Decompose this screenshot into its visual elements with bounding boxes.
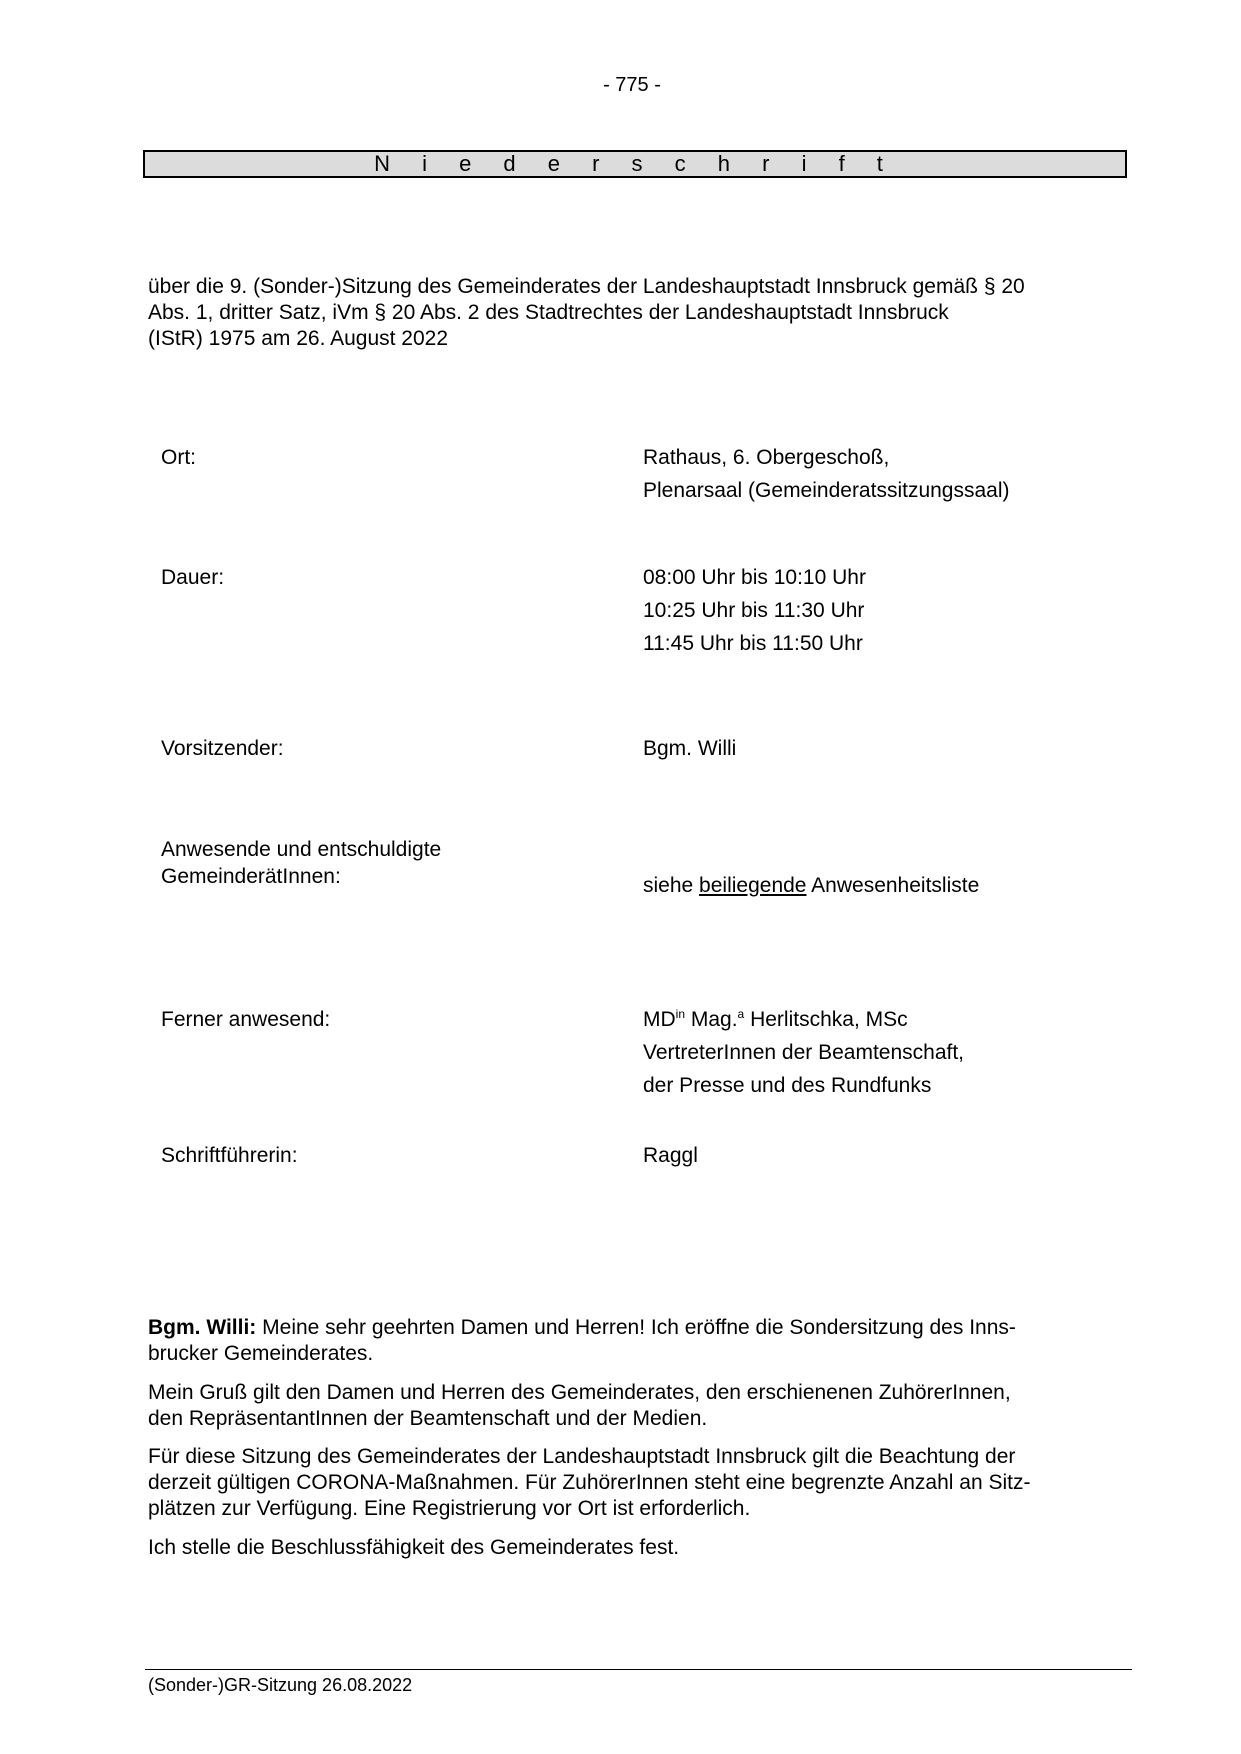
speaker-name: Bgm. Willi: bbox=[148, 1316, 257, 1339]
paragraph-text: Ich stelle die Beschlussfähigkeit des Gemeinderates fest. bbox=[148, 1536, 680, 1559]
vorsitzender-label: Vorsitzender: bbox=[161, 737, 284, 760]
ort-line: Plenarsaal (Gemeinderatssitzungssaal) bbox=[643, 479, 1010, 502]
ferner-label: Ferner anwesend: bbox=[161, 1008, 331, 1031]
intro-line: (IStR) 1975 am 26. August 2022 bbox=[148, 327, 449, 350]
dauer-line: 11:45 Uhr bis 11:50 Uhr bbox=[643, 632, 863, 655]
ort-line: Rathaus, 6. Obergeschoß, bbox=[643, 446, 890, 469]
body-paragraph bbox=[148, 1315, 1128, 1367]
anwesende-prefix: siehe bbox=[643, 874, 694, 897]
dauer-label: Dauer: bbox=[161, 566, 225, 589]
ferner-line: VertreterInnen der Beamtenschaft, bbox=[643, 1041, 965, 1064]
paragraph-text: derzeit gültigen CORONA-Maßnahmen. Für ZuhörerInnen steht eine begrenzte Anzahl an Sitz- bbox=[148, 1471, 1031, 1494]
page-number: - 775 - bbox=[603, 74, 661, 96]
md-sup: in bbox=[675, 1007, 686, 1021]
intro-line: über die 9. (Sonder-)Sitzung des Gemeinderates der Landeshauptstadt Innsbruck gemäß § 20 bbox=[148, 275, 1025, 298]
footer-divider bbox=[145, 1669, 1132, 1670]
paragraph-text: Mein Gruß gilt den Damen und Herren des Gemeinderates, den erschienenen ZuhörerInnen, bbox=[148, 1381, 1011, 1404]
ferner-value bbox=[643, 1003, 964, 1102]
intro-paragraph bbox=[148, 274, 1128, 352]
md-abbr: MD bbox=[643, 1008, 676, 1031]
anwesende-underlined: beiliegende bbox=[699, 874, 807, 897]
vorsitzender-value: Bgm. Willi bbox=[643, 737, 737, 760]
dauer-line: 08:00 Uhr bis 10:10 Uhr bbox=[643, 566, 866, 589]
dauer-value bbox=[643, 561, 866, 660]
ferner-line: der Presse und des Rundfunks bbox=[643, 1074, 932, 1097]
mag-sup: a bbox=[737, 1007, 745, 1021]
dauer-line: 10:25 Uhr bis 11:30 Uhr bbox=[643, 599, 865, 622]
paragraph-text: brucker Gemeinderates. bbox=[148, 1342, 374, 1365]
ferner-name: Herlitschka, MSc bbox=[750, 1008, 908, 1031]
ferner-line bbox=[643, 1003, 964, 1036]
paragraph-text: den RepräsentantInnen der Beamtenschaft und der Medien. bbox=[148, 1407, 708, 1430]
intro-line: Abs. 1, dritter Satz, iVm § 20 Abs. 2 des Stadtrechtes der Landeshauptstadt Innsbruck bbox=[148, 301, 949, 324]
ort-value bbox=[643, 441, 1010, 507]
body-paragraph bbox=[148, 1380, 1128, 1432]
paragraph-text: Für diese Sitzung des Gemeinderates der Landeshauptstadt Innsbruck gilt die Beachtung der bbox=[148, 1445, 1016, 1468]
anwesende-label-line: Anwesende und entschuldigte bbox=[161, 838, 442, 861]
body-paragraph bbox=[148, 1444, 1128, 1522]
paragraph-text: Meine sehr geehrten Damen und Herren! Ich eröffne die Sondersitzung des Inns- bbox=[262, 1316, 1016, 1339]
footer-text: (Sonder-)GR-Sitzung 26.08.2022 bbox=[148, 1675, 413, 1695]
body-paragraph bbox=[148, 1535, 1128, 1561]
mag-abbr: Mag. bbox=[690, 1008, 738, 1031]
anwesende-suffix: Anwesenheitsliste bbox=[811, 874, 980, 897]
anwesende-label bbox=[161, 836, 441, 890]
schriftfuehrerin-label: Schriftführerin: bbox=[161, 1144, 298, 1167]
document-title: N i e d e r s c h r i f t bbox=[143, 150, 1127, 178]
paragraph-text: plätzen zur Verfügung. Eine Registrierung vor Ort ist erforderlich. bbox=[148, 1497, 751, 1520]
schriftfuehrerin-value: Raggl bbox=[643, 1144, 698, 1167]
ort-label: Ort: bbox=[161, 446, 196, 469]
anwesende-label-line: GemeinderätInnen: bbox=[161, 865, 341, 888]
anwesende-value bbox=[643, 869, 979, 902]
